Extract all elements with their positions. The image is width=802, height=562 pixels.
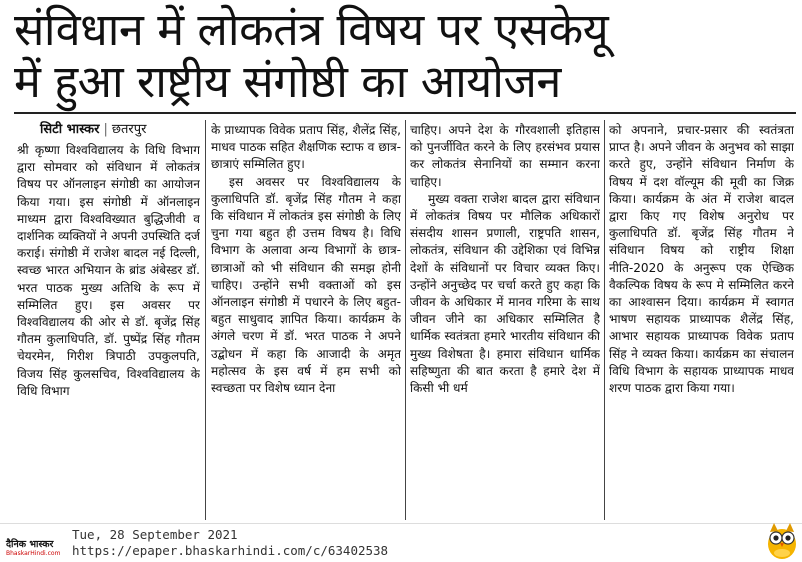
paragraph: मुख्य वक्ता राजेश बादल द्वारा संविधान में लोकतंत्र विषय पर मौलिक अधिकारों संसदीय शासन प्रणाली, राष्ट्रपति शासन, लोकतंत्र, संविधान की उद्देशिका एवं विभिन्न देशों के संविधानों पर विचार व्यक्त किए। उन्होंने अनुच्छेद पर चर्चा करते हुए कहा कि जीवन के अधिकार में मानव गरिमा के साथ जीवन जीने का अधिकार सम्मिलित है धार्मिक स्वतंत्रता हमारे भारतीय संविधान की मुख्य विशेषता है। हमारा संविधान धार्मिक सहिष्णुता की बात करता है हमारे देश में किसी भी धर्म: [410, 191, 600, 396]
paragraph: को अपनाने, प्रचार-प्रसार की स्वतंत्रता प्राप्त है। अपने जीवन के अनुभव को साझा करते हुए, उन्होंने संविधान निर्माण के विषय में दश वॉल्यूम की मूवी का जिक्र किया। कार्यक्रम के अंत में राजेश बादल द्वारा किए गए विशेष अनुरोध पर कुलाधिपति डॉ. बृजेंद्र सिंह गौतम ने संविधान विषय को राष्ट्रीय शिक्षा नीति-2020 के अनुरूप एक ऐच्छिक वैकल्पिक विषय के रूप मे सम्मिलित करने का आश्वासन दिया। कार्यक्रम में स्वागत भाषण सहायक प्राध्यापक शैलेंद्र सिंह, आभार सहायक प्राध्यापक विवेक प्रताप सिंह ने व्यक्त किया। कार्यक्रम का संचालन विधि विभाग के सहायक प्राध्यापक माधव शरण पाठक द्वारा किया गया।: [609, 123, 794, 396]
article-column-1: [17, 142, 200, 518]
headline: [14, 4, 794, 108]
footer-divider: [0, 523, 802, 524]
column-divider: [205, 120, 206, 520]
byline-city: छतरपुर: [111, 122, 147, 137]
article-column-2: [211, 122, 401, 518]
byline-name: सिटी भास्कर: [40, 122, 100, 137]
headline-line-1: संविधान में लोकतंत्र विषय पर एसकेयू: [14, 3, 609, 56]
paragraph: के प्राध्यापक विवेक प्रताप सिंह, शैलेंद्र सिंह, माधव पाठक सहित शैक्षणिक स्टाफ व छात्र-छात्राएं सम्मिलित हुए।: [211, 123, 401, 172]
headline-rule: [14, 112, 796, 114]
byline-separator: |: [103, 122, 108, 137]
article-column-4: [609, 122, 794, 518]
column-divider: [405, 120, 406, 520]
paragraph: इस अवसर पर विश्वविद्यालय के कुलाधिपति डॉ. बृजेंद्र सिंह गौतम ने कहा कि संविधान में लोकतंत्र इस संगोष्ठी के लिए चुना गया बहुत ही उत्तम विषय है। विधि विभाग के अलावा अन्य विभागों के छात्र-छात्राओं को भी संविधान की समझ होनी चाहिए। उन्होंने सभी वक्ताओं को इस ऑनलाइन संगोष्ठी में पधारने के लिए बहुत-बहुत साधुवाद ज्ञापित किया। कार्यक्रम के अंगले चरण में डॉ. भरत पाठक ने अपने उद्बोधन में कहा कि आजादी के अमृत महोत्सव के इस वर्ष में हम सभी को स्वच्छता पर विशेष ध्यान देना: [211, 174, 401, 396]
paragraph: चाहिए। अपने देश के गौरवशाली इतिहास को पुनर्जीवित करने के लिए हरसंभव प्रयास कर लोकतंत्र सेनानियों का सम्मान करना चाहिए।: [410, 123, 600, 189]
newspaper-logo: दैनिक भास्कर BhaskarHindi.com: [6, 539, 61, 557]
paragraph: श्री कृष्णा विश्वविद्यालय के विधि विभाग द्वारा सोमवार को संविधान में लोकतंत्र विषय पर ऑनलाइन संगोष्ठी का आयोजन किया गया। इस संगोष्ठी में ऑनलाइन माध्यम द्वारा विश्वविख्यात बुद्धिजीवी व दार्शनिक व्यक्तियों ने अपनी उपस्थिति दर्ज कराई। संगोष्ठी में राजेश बादल नई दिल्ली, स्वच्छ भारत अभियान के ब्रांड अंबेस्डर डॉ. भरत पाठक मुख्य अतिथि के रूप में सम्मिलित हुए। इस अवसर पर विश्वविद्यालय की ओर से डॉ. बृजेंद्र सिंह गौतम कुलाधिपति, डॉ. पुष्पेंद्र सिंह गौतम चेयरमेन, गिरीश त्रिपाठी उपकुलपति, विजय सिंह कुलसचिव, विश्वविद्यालय के विधि विभाग: [17, 143, 200, 398]
footer-meta: [72, 527, 388, 559]
column-divider: [604, 120, 605, 520]
article-column-3: [410, 122, 600, 518]
publish-date: Tue, 28 September 2021: [72, 527, 238, 542]
source-url[interactable]: https://epaper.bhaskarhindi.com/c/63402538: [72, 543, 389, 558]
headline-line-2: में हुआ राष्ट्रीय संगोष्ठी का आयोजन: [14, 55, 561, 108]
owl-icon: [765, 520, 799, 560]
byline: [40, 122, 146, 138]
